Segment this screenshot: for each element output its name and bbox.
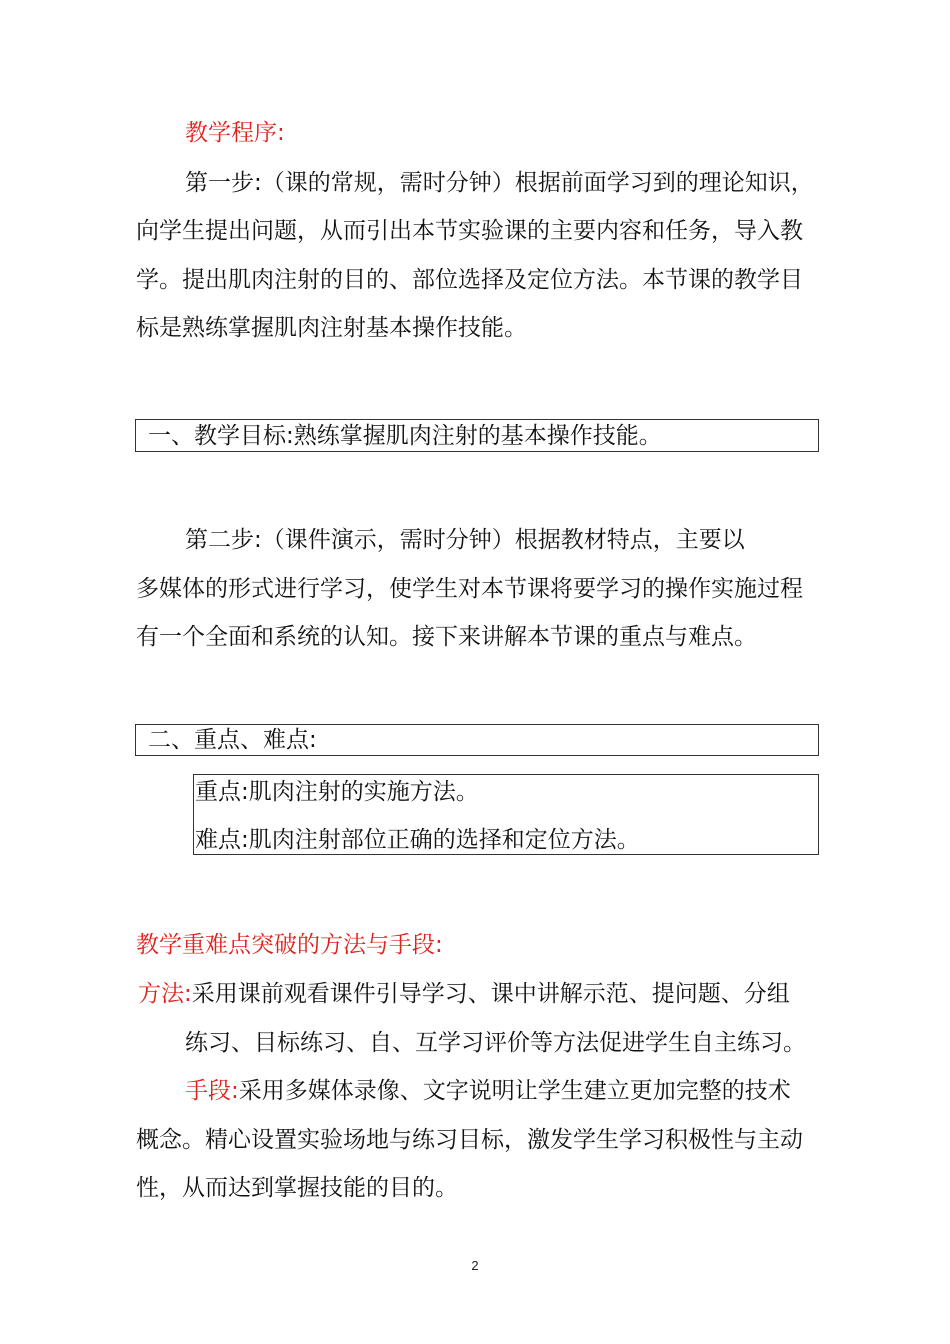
means-text-1: 采用多媒体录像、文字说明让学生建立更加完整的技术 xyxy=(238,1078,791,1104)
step2-line-3: 有一个全面和系统的认知。接下来讲解本节课的重点与难点。 xyxy=(136,624,757,650)
step1-line-1: 第一步:（课的常规，需时分钟）根据前面学习到的理论知识， xyxy=(185,170,814,196)
means-line-1 xyxy=(185,1075,791,1107)
method-line-1 xyxy=(138,978,790,1010)
step1-line-4: 标是熟练掌握肌肉注射基本操作技能。 xyxy=(136,315,527,341)
method-label: 方法: xyxy=(138,981,192,1007)
methods-heading: 教学重难点突破的方法与手段: xyxy=(136,932,443,958)
means-label: 手段: xyxy=(185,1078,239,1104)
procedure-heading: 教学程序: xyxy=(185,120,285,146)
means-line-3: 性，从而达到掌握技能的目的。 xyxy=(136,1175,458,1201)
step2-line-2: 多媒体的形式进行学习，使学生对本节课将要学习的操作实施过程 xyxy=(136,576,803,602)
difficulty-text: 难点:肌肉注射部位正确的选择和定位方法。 xyxy=(195,827,640,853)
means-line-2: 概念。精心设置实验场地与练习目标，激发学生学习积极性与主动 xyxy=(136,1127,803,1153)
step2-line-1: 第二步:（课件演示，需时分钟）根据教材特点，主要以 xyxy=(185,527,745,553)
step1-line-2: 向学生提出问题，从而引出本节实验课的主要内容和任务，导入教 xyxy=(136,218,803,244)
objective-text: 一、教学目标:熟练掌握肌肉注射的基本操作技能。 xyxy=(148,423,662,449)
step1-line-3: 学。提出肌肉注射的目的、部位选择及定位方法。本节课的教学目 xyxy=(136,267,803,293)
method-text-1: 采用课前观看课件引导学习、课中讲解示范、提问题、分组 xyxy=(191,981,790,1007)
page-number: 2 xyxy=(471,1258,479,1273)
key-point-text: 重点:肌肉注射的实施方法。 xyxy=(195,779,479,805)
key-points-title: 二、重点、难点: xyxy=(148,727,317,753)
method-line-2: 练习、目标练习、自、互学习评价等方法促进学生自主练习。 xyxy=(185,1030,806,1056)
